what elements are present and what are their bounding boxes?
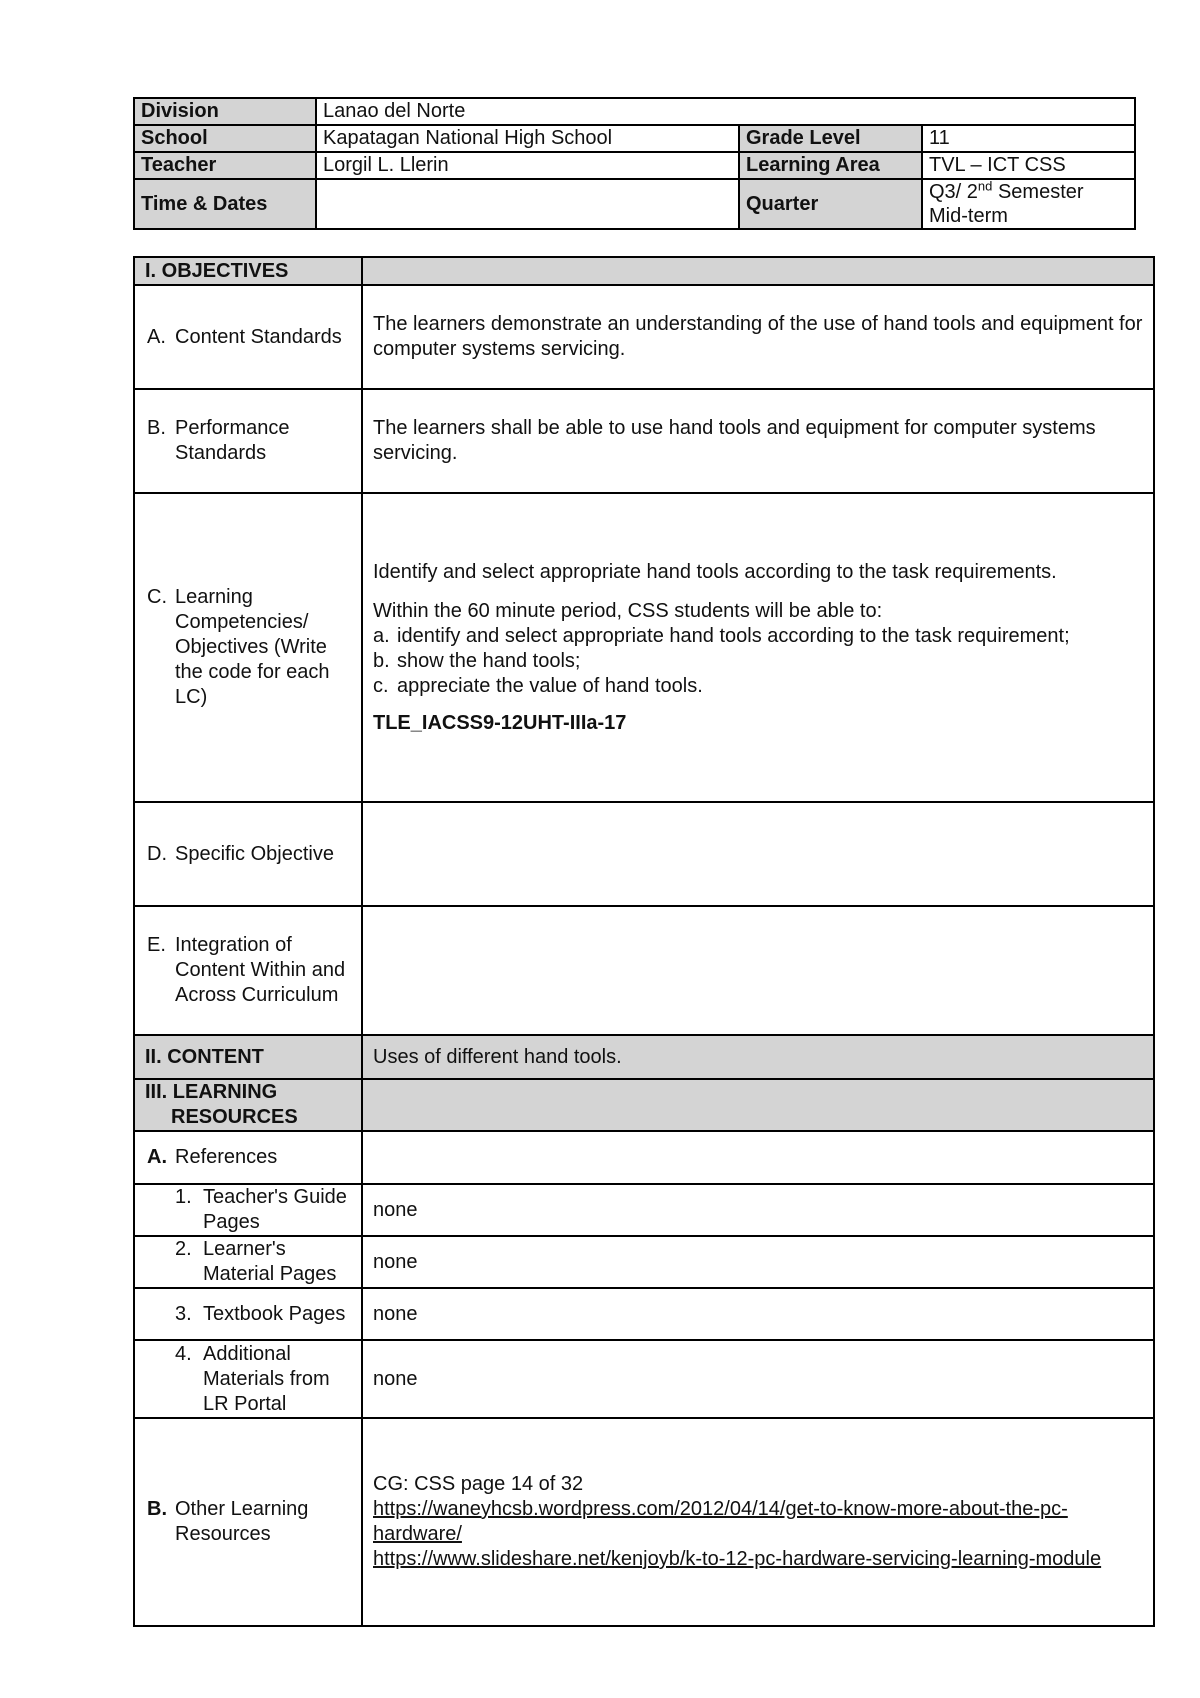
specific-objective-title: Specific Objective	[175, 842, 334, 865]
objectives-heading: I. OBJECTIVES	[134, 257, 362, 285]
learning-resources-heading-line1: III. LEARNING	[145, 1081, 278, 1103]
learning-area-value: TVL – ICT CSS	[922, 152, 1135, 179]
reference-item-label	[134, 1340, 362, 1418]
objective-item-text: appreciate the value of hand tools.	[397, 674, 703, 697]
reference-item-label	[134, 1184, 362, 1236]
learning-competencies-content	[362, 493, 1154, 802]
reference-item-value: none	[362, 1340, 1154, 1418]
reference-item-key: 2.	[175, 1238, 192, 1260]
curriculum-guide-ref: CG: CSS page 14 of 32	[373, 1473, 584, 1495]
learning-resources-heading	[134, 1079, 362, 1131]
integration-text	[362, 906, 1154, 1035]
time-dates-label: Time & Dates	[134, 179, 316, 229]
other-resources-label	[134, 1418, 362, 1626]
references-blank	[362, 1131, 1154, 1184]
reference-item-key: 4.	[175, 1342, 192, 1365]
reference-item-label	[134, 1236, 362, 1288]
school-value: Kapatagan National High School	[316, 125, 739, 152]
time-dates-value	[316, 179, 739, 229]
learning-competencies-label	[134, 493, 362, 802]
objective-item-key: a.	[373, 624, 390, 647]
reference-item-key: 1.	[175, 1186, 192, 1208]
integration-label	[134, 906, 362, 1035]
learning-competencies-key: C.	[147, 586, 167, 608]
content-standards-key: A.	[147, 325, 166, 348]
other-resources-key: B.	[147, 1498, 167, 1520]
header-info-table	[133, 97, 1136, 230]
performance-standards-text: The learners shall be able to use hand tools and equipment for computer systems servicing.	[362, 389, 1154, 493]
division-value: Lanao del Norte	[316, 98, 1135, 125]
division-label: Division	[134, 98, 316, 125]
specific-objective-text	[362, 802, 1154, 906]
learning-resources-heading-line2: RESOURCES	[171, 1106, 298, 1128]
objectives-intro: Within the 60 minute period, CSS students will be able to:	[373, 599, 883, 622]
reference-item-title: Additional Materials from LR Portal	[203, 1342, 330, 1415]
reference-item-value: none	[362, 1236, 1154, 1288]
learning-competencies-title: Learning Competencies/ Objectives (Write the code for each LC)	[175, 586, 330, 708]
learning-area-label: Learning Area	[739, 152, 922, 179]
resource-link-wordpress[interactable]: https://waneyhcsb.wordpress.com/2012/04/14/get-to-know-more-about-the-pc-hardware/	[373, 1498, 1068, 1545]
reference-item-label	[134, 1288, 362, 1340]
integration-key: E.	[147, 934, 166, 956]
objectives-heading-blank	[362, 257, 1154, 285]
quarter-label: Quarter	[739, 179, 922, 229]
resource-link-slideshare[interactable]: https://www.slideshare.net/kenjoyb/k-to-12-pc-hardware-servicing-learning-module	[373, 1548, 1102, 1570]
competency-code: TLE_IACSS9-12UHT-IIIa-17	[373, 711, 627, 734]
learning-resources-heading-blank	[362, 1079, 1154, 1131]
content-standards-label	[134, 285, 362, 389]
integration-title: Integration of Content Within and Across Curriculum	[175, 934, 346, 1006]
specific-objective-label	[134, 802, 362, 906]
references-label	[134, 1131, 362, 1184]
references-title: References	[175, 1146, 278, 1168]
quarter-term: Q3/ 2	[929, 181, 978, 203]
quarter-period: Mid-term	[929, 205, 1008, 227]
reference-item-value: none	[362, 1288, 1154, 1340]
objective-item-key: c.	[373, 674, 389, 697]
other-resources-title: Other Learning Resources	[175, 1498, 309, 1545]
grade-level-value: 11	[922, 125, 1135, 152]
content-text: Uses of different hand tools.	[362, 1035, 1154, 1079]
objective-item	[373, 649, 1143, 674]
quarter-value	[922, 179, 1135, 229]
performance-standards-title: Performance Standards	[175, 417, 290, 464]
performance-standards-key: B.	[147, 417, 166, 439]
objective-item	[373, 624, 1143, 649]
performance-standards-label	[134, 389, 362, 493]
other-resources-content	[362, 1418, 1154, 1626]
objective-item-text: identify and select appropriate hand tools according to the task requirement;	[397, 624, 1070, 647]
references-key: A.	[147, 1146, 167, 1168]
reference-item-title: Learner's Material Pages	[203, 1238, 337, 1285]
school-label: School	[134, 125, 316, 152]
competency-statement: Identify and select appropriate hand tools according to the task requirements.	[373, 560, 1057, 583]
specific-objective-key: D.	[147, 842, 167, 865]
teacher-label: Teacher	[134, 152, 316, 179]
teacher-value: Lorgil L. Llerin	[316, 152, 739, 179]
reference-item-title: Textbook Pages	[203, 1302, 346, 1325]
quarter-semester: Semester	[992, 181, 1084, 203]
lesson-plan-table	[133, 256, 1155, 1627]
objective-item	[373, 674, 1143, 699]
reference-item-key: 3.	[175, 1302, 192, 1325]
content-standards-title: Content Standards	[175, 325, 342, 348]
content-standards-text: The learners demonstrate an understanding of the use of hand tools and equipment for computer systems servicing.	[362, 285, 1154, 389]
content-heading: II. CONTENT	[134, 1035, 362, 1079]
quarter-ordinal-suffix: nd	[977, 178, 993, 194]
objective-item-key: b.	[373, 649, 390, 672]
objective-item-text: show the hand tools;	[397, 649, 581, 672]
grade-level-label: Grade Level	[739, 125, 922, 152]
reference-item-value: none	[362, 1184, 1154, 1236]
reference-item-title: Teacher's Guide Pages	[203, 1186, 347, 1233]
